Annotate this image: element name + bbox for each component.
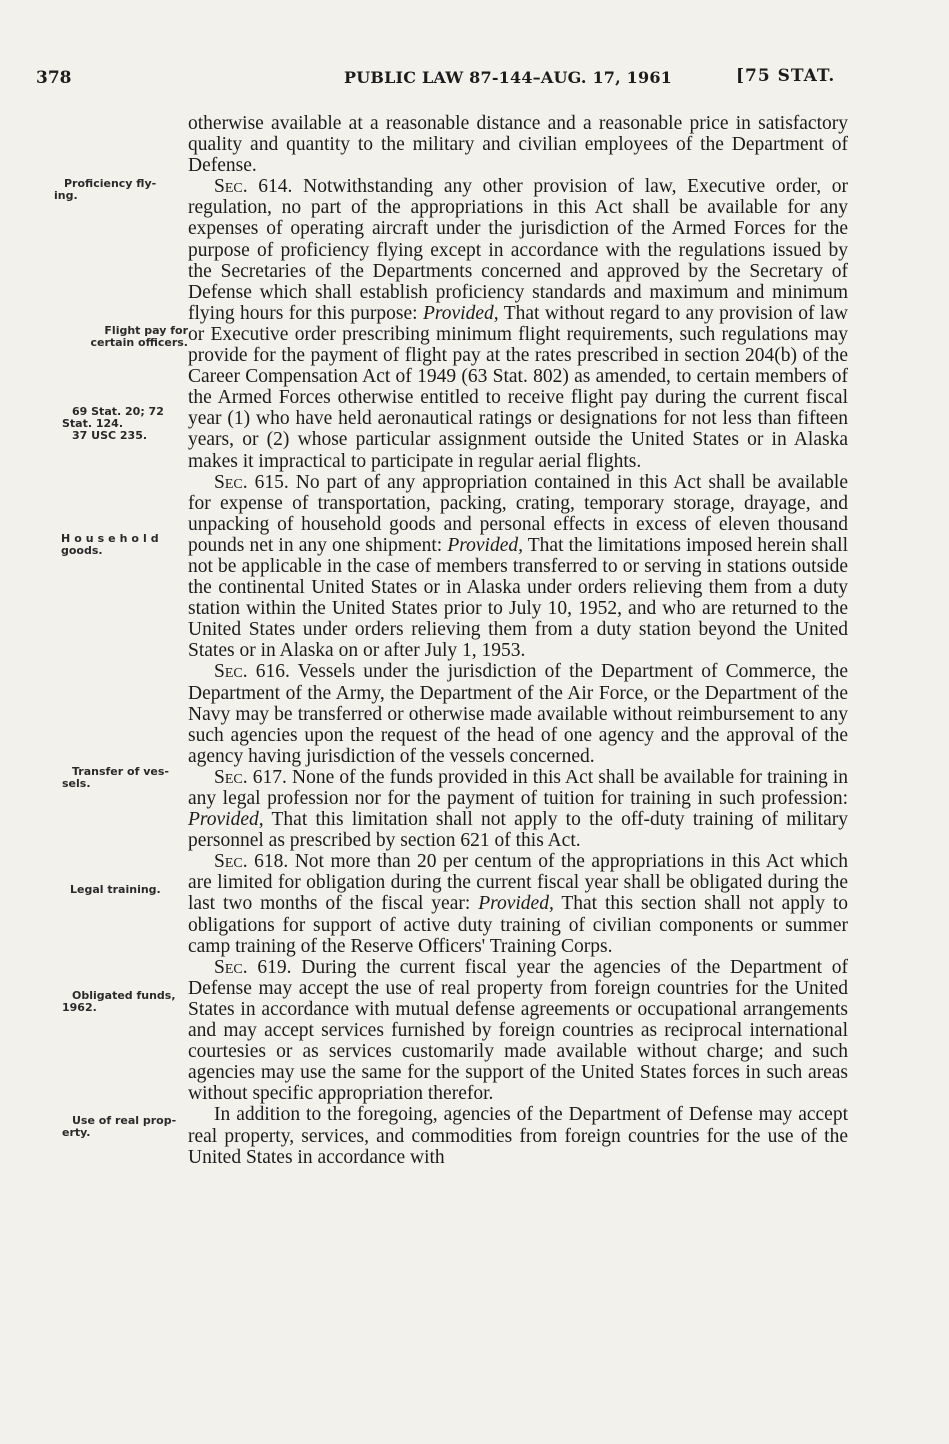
section-label: Sec. 614. — [214, 176, 293, 198]
closing-paragraph: In addition to the foregoing, agencies of the Department of Defense may accept real property, services, and commodities from foreign countries for the use of the United States in accordance with — [188, 1104, 848, 1168]
section-619 — [188, 957, 848, 1105]
section-617 — [188, 767, 848, 851]
margin-note-household — [22, 533, 192, 557]
margin-note-proficiency — [22, 178, 192, 202]
section-text: None of the funds provided in this Act shall be available for training in any legal profession nor for the payment of tuition for training in such profession: — [188, 766, 848, 809]
volume-reference: [75 STAT. — [736, 66, 836, 86]
margin-note-line: Proficiency fly- — [64, 177, 157, 190]
margin-note-line: erty. — [62, 1126, 91, 1139]
page-number: 378 — [36, 68, 72, 88]
margin-note-line: Use of real prop- — [72, 1114, 177, 1127]
margin-note-real-property — [22, 1115, 192, 1139]
margin-note-line: certain officers. — [90, 336, 188, 349]
section-text: That this limitation shall not apply to the off-duty training of military personnel as prescribed by section 621 of this Act. — [188, 809, 848, 852]
statute-body — [188, 113, 848, 1168]
section-text: Vessels under the jurisdiction of the Department of Commerce, the Department of the Army, the Department of the Air Force, or the Department of the Navy may be transferred or otherwise made available without reimbursement to any such agencies upon the request of the head of one agency and the approval of the agency having jurisdiction of the vessels concerned. — [188, 661, 848, 767]
section-text: No part of any appropriation contained in this Act shall be available for expense of transportation, packing, crating, temporary storage, drayage, and unpacking of household goods and personal effects in excess of eleven thousand pounds net in any one shipment: — [188, 471, 849, 556]
margin-note-legal-training — [22, 884, 192, 896]
margin-note-line: sels. — [62, 777, 91, 790]
section-text: That without regard to any provision of law or Executive order prescribing minimum flight requirements, such regulations may provide for the payment of flight pay at the rates prescribed in section 204(b) of the Career Compensation Act of 1949 (63 Stat. 802) as amended, to certain members of the Armed Forces otherwise entitled to receive flight pay during the current fiscal year (1) who have held aeronautical ratings or designations for not less than fifteen years, or (2) whose particular assignment outside the United States or in Alaska makes it impractical to participate in regular aerial flights. — [188, 302, 849, 472]
continuation-paragraph: otherwise available at a reasonable distance and a reasonable price in satisfactory quality and quantity to the military and civilian employees of the Department of Defense. — [188, 113, 848, 177]
margin-note-line: Household — [61, 532, 163, 545]
provided-clause: Provided, — [447, 534, 523, 556]
margin-note-line: 37 USC 235. — [72, 429, 148, 442]
margin-note-line: Stat. 124. — [62, 417, 124, 430]
section-label: Sec. 616. — [214, 661, 290, 683]
section-618 — [188, 851, 848, 956]
section-text: That the limitations imposed herein shall not be applicable in the case of members transferred to or serving in stations outside the continental United States or in Alaska under orders relieving them from a duty station within the United States prior to July 10, 1952, and who are returned to the United States under orders relieving them from a duty station beyond the United States or in Alaska on or after July 1, 1953. — [188, 534, 849, 662]
margin-note-obligated-funds — [22, 990, 192, 1014]
margin-note-line: 1962. — [62, 1001, 97, 1014]
section-label: Sec. 617. — [214, 766, 287, 788]
margin-note-line: Flight pay for — [104, 324, 188, 337]
margin-note-line: goods. — [61, 544, 103, 557]
margin-note-flight-pay — [22, 325, 192, 349]
section-text: During the current fiscal year the agencies of the Department of Defense may accept the use of real property from foreign countries for the United States in accordance with mutual defense agreements or occupational arrangements and may accept services furnished by foreign countries as reciprocal international courtesies or as services customarily made available without charge; and such agencies may use the same for the support of the United States forces in such areas without specific appropriation therefor. — [188, 956, 848, 1105]
margin-note-line: Transfer of ves- — [72, 765, 169, 778]
section-label: Sec. 618. — [214, 851, 289, 873]
margin-note-line: Obligated funds, — [72, 989, 176, 1002]
provided-clause: Provided, — [478, 893, 554, 915]
section-615 — [188, 472, 848, 662]
margin-note-vessels — [22, 766, 192, 790]
section-label: Sec. 615. — [214, 471, 289, 493]
section-text: That this section shall not apply to obligations for support of active duty training of civilian components or summer camp training of the Reserve Officers' Training Corps. — [188, 893, 849, 957]
provided-clause: Provided, — [423, 302, 499, 324]
margin-note-line: Legal training. — [70, 883, 161, 896]
section-text: Not more than 20 per centum of the appropriations in this Act which are limited for obligation during the current fiscal year shall be obligated during the last two months of the fiscal year: — [188, 851, 848, 915]
section-text: Notwithstanding any other provision of law, Executive order, or regulation, no part of the appropriations in this Act shall be available for any expenses of operating aircraft under the jurisdiction of the Armed Forces for the purpose of proficiency flying except in accordance with the regulations issued by the Secretaries of the Departments concerned and approved by the Secretary of Defense which shall establish proficiency standards and maximum and minimum flying hours for this purpose: — [188, 176, 849, 324]
running-head: PUBLIC LAW 87-144–AUG. 17, 1961 — [344, 68, 672, 87]
provided-clause: Provided, — [188, 809, 264, 831]
section-label: Sec. 619. — [214, 956, 292, 978]
section-616 — [188, 661, 848, 766]
section-614 — [188, 176, 848, 471]
margin-note-line: 69 Stat. 20; 72 — [72, 405, 164, 418]
margin-note-line: ing. — [54, 189, 78, 202]
margin-note-citation — [22, 406, 192, 442]
